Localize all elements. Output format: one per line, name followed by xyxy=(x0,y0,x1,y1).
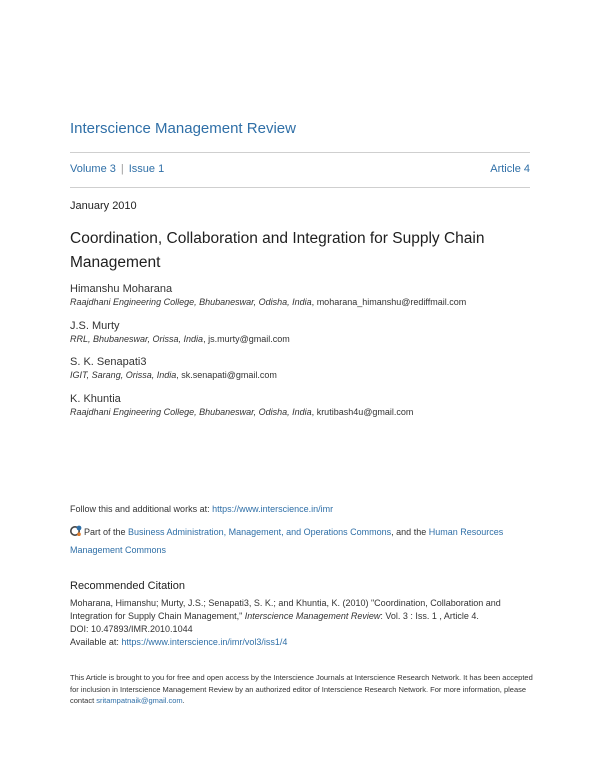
follow-line: Follow this and additional works at: https://www.interscience.in/imr xyxy=(70,504,334,514)
divider-top xyxy=(70,152,530,153)
volume-link[interactable]: Volume 3 xyxy=(70,163,116,175)
author-affiliation: IGIT, Sarang, Orissa, India, sk.senapati@gmail.com xyxy=(70,370,277,380)
commons-link-business[interactable]: Business Administration, Management, and Operations Commons xyxy=(128,527,392,537)
separator: | xyxy=(120,163,124,175)
available-at-link[interactable]: https://www.interscience.in/imr/vol3/iss1/4 xyxy=(121,637,288,647)
network-commons-icon xyxy=(70,525,82,537)
recommended-citation-heading: Recommended Citation xyxy=(70,580,185,592)
journal-title[interactable]: Interscience Management Review xyxy=(70,120,296,137)
author-affiliation: Raajdhani Engineering College, Bhubaneswar, Odisha, India, krutibash4u@gmail.com xyxy=(70,407,414,417)
author-name: J.S. Murty xyxy=(70,320,120,332)
author-name: S. K. Senapati3 xyxy=(70,356,147,368)
issue-link[interactable]: Issue 1 xyxy=(128,163,165,175)
contact-email-link[interactable]: sritampatnaik@gmail.com xyxy=(96,696,183,705)
publication-date: January 2010 xyxy=(70,200,137,212)
commons-link-hr[interactable]: Human Resources Management Commons xyxy=(70,527,504,555)
author-affiliation: RRL, Bhubaneswar, Orissa, India, js.murty@gmail.com xyxy=(70,334,290,344)
volume-issue-line xyxy=(70,163,530,175)
access-notice: This Article is brought to you for free and open access by the Interscience Journals at Interscience Research Network. It has been accepted for inclusion in Interscience Management Review by an authorized editor of Interscience Research Network. For more information, please contact sritampatnaik@gmail.com. xyxy=(70,673,533,705)
author-name: K. Khuntia xyxy=(70,393,121,405)
author-affiliation: Raajdhani Engineering College, Bhubaneswar, Odisha, India, moharana_himanshu@rediffmail.com xyxy=(70,297,467,307)
part-of-line: Part of the Business Administration, Management, and Operations Commons, and the Human Resources Management Commons xyxy=(70,527,504,555)
article-title: Coordination, Collaboration and Integration for Supply Chain Management xyxy=(70,230,485,271)
divider-bottom xyxy=(70,187,530,188)
doi: DOI: 10.47893/IMR.2010.1044 xyxy=(70,624,193,634)
author-name: Himanshu Moharana xyxy=(70,283,173,295)
citation-text: Moharana, Himanshu; Murty, J.S.; Senapati3, S. K.; and Khuntia, K. (2010) "Coordination, Collaboration and Integration for Supply Chain Management," Interscience Management Review: Vol. 3 : Iss. 1 , Article 4. DOI: 10.47893/IMR.2010.1044 Available at: https://www.interscience.in/imr/vol3/iss1/4 xyxy=(70,598,501,647)
article-link[interactable]: Article 4 xyxy=(490,163,530,175)
follow-link[interactable]: https://www.interscience.in/imr xyxy=(212,504,334,514)
